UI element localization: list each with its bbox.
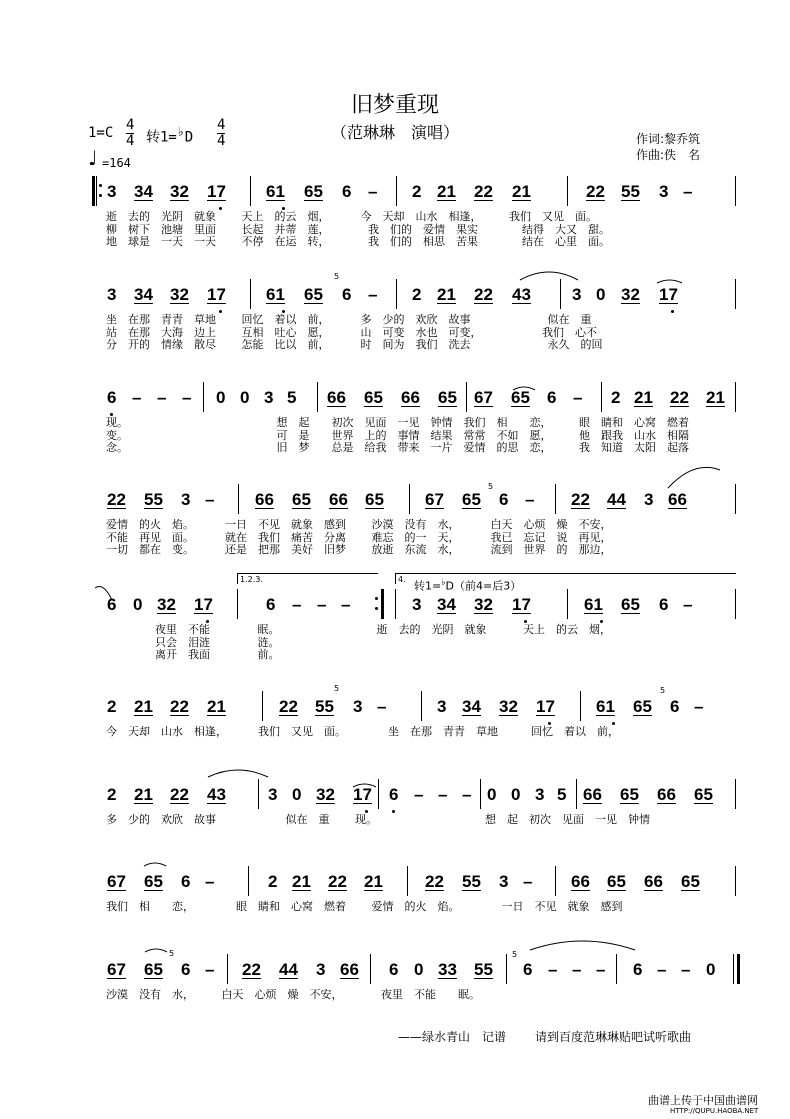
lyric-line: 多 少的 欢欣 故事 似在 重 现。 想 起 初次 见面 一见 钟情 xyxy=(106,813,650,826)
note: 3 xyxy=(107,182,117,201)
note: 21 xyxy=(437,182,456,201)
note: 2 xyxy=(268,872,278,891)
repeat-dot xyxy=(99,194,102,197)
note: – xyxy=(462,785,472,804)
barline xyxy=(576,779,577,809)
note: 65 xyxy=(620,785,639,804)
note: 22 xyxy=(586,182,605,201)
note: 65 xyxy=(292,490,311,509)
note: 67 xyxy=(107,960,126,979)
barline xyxy=(735,382,736,412)
note: 21 xyxy=(134,785,153,804)
note: 0 xyxy=(216,388,226,407)
barline xyxy=(317,382,318,412)
note: 65 xyxy=(633,697,652,716)
note: – xyxy=(683,182,693,201)
note: 2 xyxy=(107,785,117,804)
note: 43 xyxy=(512,285,531,304)
note: 6 xyxy=(670,697,680,716)
note: 44 xyxy=(607,490,626,509)
barline xyxy=(395,589,396,619)
note: 65 xyxy=(438,388,457,407)
note: 33 xyxy=(438,960,457,979)
note: 61 xyxy=(266,182,285,201)
grace-note: 5 xyxy=(512,950,518,959)
note: 22 xyxy=(474,182,493,201)
note: – xyxy=(377,697,387,716)
note: 5 xyxy=(287,388,297,407)
note: 65 xyxy=(365,490,384,509)
note: 34 xyxy=(134,285,153,304)
lyric-line: 站 在那 大海 边上 互相 吐心 愿， 山 可变 水也 可变， 我们 心不 xyxy=(106,325,597,339)
note: 66 xyxy=(644,872,663,891)
note: 32 xyxy=(157,595,176,614)
slur-arc xyxy=(144,863,166,866)
note: 2 xyxy=(611,388,621,407)
listen-note: 请到百度范琳琳贴吧试听歌曲 xyxy=(535,1030,692,1044)
repeat-start-barline xyxy=(92,176,95,206)
barline xyxy=(735,176,736,206)
note: 22 xyxy=(425,872,444,891)
note: 0 xyxy=(706,960,716,979)
note: 55 xyxy=(315,697,334,716)
note: 22 xyxy=(571,490,590,509)
note: 6 xyxy=(499,490,509,509)
barline xyxy=(370,954,371,984)
barline xyxy=(735,279,736,309)
barline xyxy=(96,176,97,206)
note: – xyxy=(694,697,704,716)
note: 66 xyxy=(583,785,602,804)
note: 22 xyxy=(170,697,189,716)
note: 66 xyxy=(329,490,348,509)
note: 17 xyxy=(536,697,555,716)
barline xyxy=(250,176,251,206)
note: 2 xyxy=(107,697,117,716)
note: 0 xyxy=(414,960,424,979)
note: 6 xyxy=(389,785,399,804)
lyric-line: 我们 相 恋， 眼 睛和 心窝 燃着 爱情 的火 焰。 一日 不见 就象 感到 xyxy=(106,900,623,913)
note: 65 xyxy=(511,388,530,407)
barline xyxy=(480,779,481,809)
lyric-line: 离开 我面 前。 xyxy=(155,648,280,661)
note: 21 xyxy=(292,872,311,891)
page-subtitle: （范琳琳 演唱） xyxy=(330,123,459,142)
note: 3 xyxy=(107,285,117,304)
note: 22 xyxy=(474,285,493,304)
note: 3 xyxy=(353,697,363,716)
note: – xyxy=(596,960,606,979)
note: – xyxy=(414,785,424,804)
modulation-time-signature: 4 4 xyxy=(217,117,226,149)
note: 6 xyxy=(659,595,669,614)
barline xyxy=(555,484,556,514)
note: 3 xyxy=(264,388,274,407)
note: 66 xyxy=(668,490,687,509)
page-title: 旧梦重现 xyxy=(350,93,439,118)
tempo: =164 xyxy=(102,156,131,170)
slur-arc xyxy=(657,280,682,283)
lyric-line: 地 球是 一天 一天 不停 在运 转， 我 们的 相思 苦果 结在 心里 面。 xyxy=(106,235,610,248)
note: – xyxy=(368,285,378,304)
note: – xyxy=(548,960,558,979)
note: 3 xyxy=(437,697,447,716)
note: 34 xyxy=(462,697,481,716)
modulation-key: 转1=♭D xyxy=(146,125,194,146)
note: 0 xyxy=(487,785,497,804)
note: 61 xyxy=(596,697,615,716)
barline xyxy=(555,866,556,896)
barline xyxy=(421,691,422,721)
note: 65 xyxy=(304,285,323,304)
composer-credit: 作曲:佚 名 xyxy=(636,148,701,162)
note: 22 xyxy=(328,872,347,891)
grace-note: 5 xyxy=(660,686,666,695)
barline xyxy=(409,484,410,514)
repeat-end-barline xyxy=(381,589,384,619)
upload-notice: 曲谱上传于中国曲谱网 xyxy=(648,1094,758,1107)
note: 17 xyxy=(207,182,226,201)
note: 3 xyxy=(268,785,278,804)
note: 22 xyxy=(107,490,126,509)
note: 66 xyxy=(657,785,676,804)
note: – xyxy=(205,960,215,979)
note: 32 xyxy=(499,697,518,716)
note: 3 xyxy=(644,490,654,509)
note: 34 xyxy=(134,182,153,201)
note: 3 xyxy=(572,285,582,304)
lyric-line: 夜里 不能 眠。 逝 去的 光阴 就象 天上 的云 烟， xyxy=(155,623,611,636)
note: – xyxy=(681,960,691,979)
barline xyxy=(560,279,561,309)
volta-2-label: 4. xyxy=(398,575,406,584)
note: – xyxy=(317,595,327,614)
barline xyxy=(567,589,568,619)
lyricist-credit: 作词:黎乔筑 xyxy=(636,132,701,146)
note: 55 xyxy=(462,872,481,891)
barline xyxy=(238,484,239,514)
lyric-line: 今 天却 山水 相逢， 我们 又见 面。 坐 在那 青青 草地 回忆 着以 前， xyxy=(106,725,619,738)
note: 32 xyxy=(621,285,640,304)
note: – xyxy=(182,388,192,407)
note: – xyxy=(292,595,302,614)
grace-note: 5 xyxy=(334,684,340,693)
barline xyxy=(580,691,581,721)
note: 6 xyxy=(633,960,643,979)
note: 21 xyxy=(512,182,531,201)
note: 55 xyxy=(144,490,163,509)
note: – xyxy=(523,872,533,891)
final-barline xyxy=(733,954,734,984)
note: – xyxy=(368,182,378,201)
note: 66 xyxy=(255,490,274,509)
note: – xyxy=(341,595,351,614)
note: 32 xyxy=(474,595,493,614)
note: 65 xyxy=(304,182,323,201)
note: 22 xyxy=(279,697,298,716)
note: 32 xyxy=(316,785,335,804)
note: 61 xyxy=(266,285,285,304)
barline xyxy=(237,589,238,619)
note: 32 xyxy=(170,285,189,304)
lyric-line: 坐 在那 青青 草地 回忆 着以 前， 多 少的 欢欣 故事 似在 重 xyxy=(106,313,592,326)
note: – xyxy=(683,595,693,614)
note: 6 xyxy=(523,960,533,979)
note: 66 xyxy=(340,960,359,979)
note: 67 xyxy=(474,388,493,407)
lyric-line: 只会 泪涟 涟。 xyxy=(155,635,280,649)
time-signature: 4 4 xyxy=(126,117,135,149)
barline xyxy=(396,176,397,206)
note: 3 xyxy=(412,595,422,614)
note: 3 xyxy=(181,490,191,509)
note: 67 xyxy=(425,490,444,509)
barline xyxy=(378,779,379,809)
quarter-note-icon: ♩ xyxy=(88,146,98,170)
note: 5 xyxy=(557,785,567,804)
barline xyxy=(506,954,507,984)
barline xyxy=(735,866,736,896)
note: 17 xyxy=(353,785,372,804)
lyric-line: 分 开的 情缘 散尽 怎能 比以 前， 时 间为 我们 洗去 永久 的回 xyxy=(106,338,603,351)
note: 66 xyxy=(327,388,346,407)
barline xyxy=(601,382,602,412)
lyric-line: 爱情 的火 焰。 一日 不见 就象 感到 沙漠 没有 水， 白天 心烦 燥 不安， xyxy=(106,518,612,531)
modulation-note: 转1=♭D（前4=后3） xyxy=(414,577,522,593)
note: 21 xyxy=(706,388,725,407)
note: 17 xyxy=(207,285,226,304)
lyric-line: 不能 再见 面。 就在 我们 痛苦 分离 难忘 的一 天， 我已 忘记 说 再见， xyxy=(106,530,612,544)
note: 55 xyxy=(621,182,640,201)
lyric-line: 沙漠 没有 水， 白天 心烦 燥 不安， 夜里 不能 眠。 xyxy=(106,988,480,1001)
barline xyxy=(396,279,397,309)
note: 65 xyxy=(144,960,163,979)
note: 3 xyxy=(316,960,326,979)
note: 3 xyxy=(499,872,509,891)
note: 22 xyxy=(242,960,261,979)
lyric-line: 现。 想 起 初次 见面 一见 钟情 我们 相 恋， 眼 睛和 心窝 燃着 xyxy=(106,416,689,429)
note: 32 xyxy=(170,182,189,201)
barline xyxy=(735,779,736,809)
barline xyxy=(407,866,408,896)
note: 67 xyxy=(107,872,126,891)
slur-arc xyxy=(668,467,720,488)
lyric-line: 念。 旧 梦 总是 给我 带来 一片 爱情 的思 恋， 我 知道 太阳 起落 xyxy=(106,441,689,454)
barline xyxy=(262,691,263,721)
note: 6 xyxy=(342,285,352,304)
slur-arc xyxy=(520,272,578,280)
note: 0 xyxy=(292,785,302,804)
note: – xyxy=(573,388,583,407)
slur-arc xyxy=(145,949,167,952)
note: 22 xyxy=(670,388,689,407)
note: 3 xyxy=(535,785,545,804)
note: 6 xyxy=(266,595,276,614)
barline xyxy=(248,866,249,896)
source-url: HTTP://QUPU.HAOBA.NET xyxy=(670,1107,759,1115)
note: 17 xyxy=(194,595,213,614)
note: 65 xyxy=(462,490,481,509)
lyric-line: 一切 都在 变。 还是 把那 美好 旧梦 放逝 东流 水， 流到 世界 的 那边， xyxy=(106,543,612,556)
note: 43 xyxy=(207,785,226,804)
note: 6 xyxy=(547,388,557,407)
note: – xyxy=(205,490,215,509)
note: 6 xyxy=(181,960,191,979)
note: 6 xyxy=(181,872,191,891)
note: – xyxy=(657,960,667,979)
note: 21 xyxy=(134,697,153,716)
note: 17 xyxy=(659,285,678,304)
note: 0 xyxy=(133,595,143,614)
grace-note: 5 xyxy=(488,482,494,491)
note: 2 xyxy=(412,182,422,201)
barline xyxy=(616,954,617,984)
note: 22 xyxy=(170,785,189,804)
barline xyxy=(567,176,568,206)
note: 44 xyxy=(279,960,298,979)
barline xyxy=(258,779,259,809)
final-barline-thick xyxy=(737,954,740,984)
lyric-line: 逝 去的 光阴 就象 天上 的云 烟， 今 天却 山水 相逢， 我们 又见 面。 xyxy=(106,210,597,223)
note: 65 xyxy=(607,872,626,891)
note: 0 xyxy=(240,388,250,407)
note: 0 xyxy=(511,785,521,804)
note: 21 xyxy=(634,388,653,407)
note: 0 xyxy=(596,285,606,304)
repeat-dot xyxy=(99,184,102,187)
lyric-line: 柳 树下 池塘 里面 长起 并蒂 莲， 我 们的 爱情 果实 结得 大又 甜。 xyxy=(106,222,610,236)
note: 61 xyxy=(584,595,603,614)
note: 21 xyxy=(364,872,383,891)
repeat-dot xyxy=(375,607,378,610)
note: 65 xyxy=(144,872,163,891)
note: 21 xyxy=(437,285,456,304)
note: 6 xyxy=(107,388,117,407)
key-signature: 1=C xyxy=(88,125,114,141)
note: 34 xyxy=(437,595,456,614)
note: 55 xyxy=(474,960,493,979)
barline xyxy=(735,589,736,619)
note: 6 xyxy=(389,960,399,979)
note: 3 xyxy=(659,182,669,201)
grace-note: 5 xyxy=(334,272,340,281)
note: – xyxy=(525,490,535,509)
slur-arc xyxy=(530,941,635,950)
note: – xyxy=(157,388,167,407)
note: 65 xyxy=(364,388,383,407)
barline xyxy=(466,382,467,412)
note: 66 xyxy=(571,872,590,891)
note: 21 xyxy=(207,697,226,716)
note: 65 xyxy=(621,595,640,614)
note: 65 xyxy=(681,872,700,891)
barline xyxy=(227,954,228,984)
grace-note: 5 xyxy=(169,949,175,958)
barline xyxy=(203,382,204,412)
note: – xyxy=(438,785,448,804)
note: – xyxy=(205,872,215,891)
lyric-line: 变。 可 是 世界 上的 事情 结果 常常 不如 愿， 他 跟我 山水 相隔 xyxy=(106,428,689,442)
repeat-dot xyxy=(375,597,378,600)
barline xyxy=(250,279,251,309)
note: 17 xyxy=(512,595,531,614)
note: 66 xyxy=(401,388,420,407)
note: 6 xyxy=(107,595,117,614)
note: 6 xyxy=(342,182,352,201)
slur-arc xyxy=(208,770,268,777)
volta-1-label: 1.2.3. xyxy=(240,575,263,584)
note: – xyxy=(572,960,582,979)
note: – xyxy=(132,388,142,407)
transcriber-credit: ——绿水青山 记谱 xyxy=(398,1030,507,1044)
low-octave-dot xyxy=(671,310,674,313)
note: 2 xyxy=(412,285,422,304)
barline xyxy=(735,484,736,514)
note: 65 xyxy=(694,785,713,804)
